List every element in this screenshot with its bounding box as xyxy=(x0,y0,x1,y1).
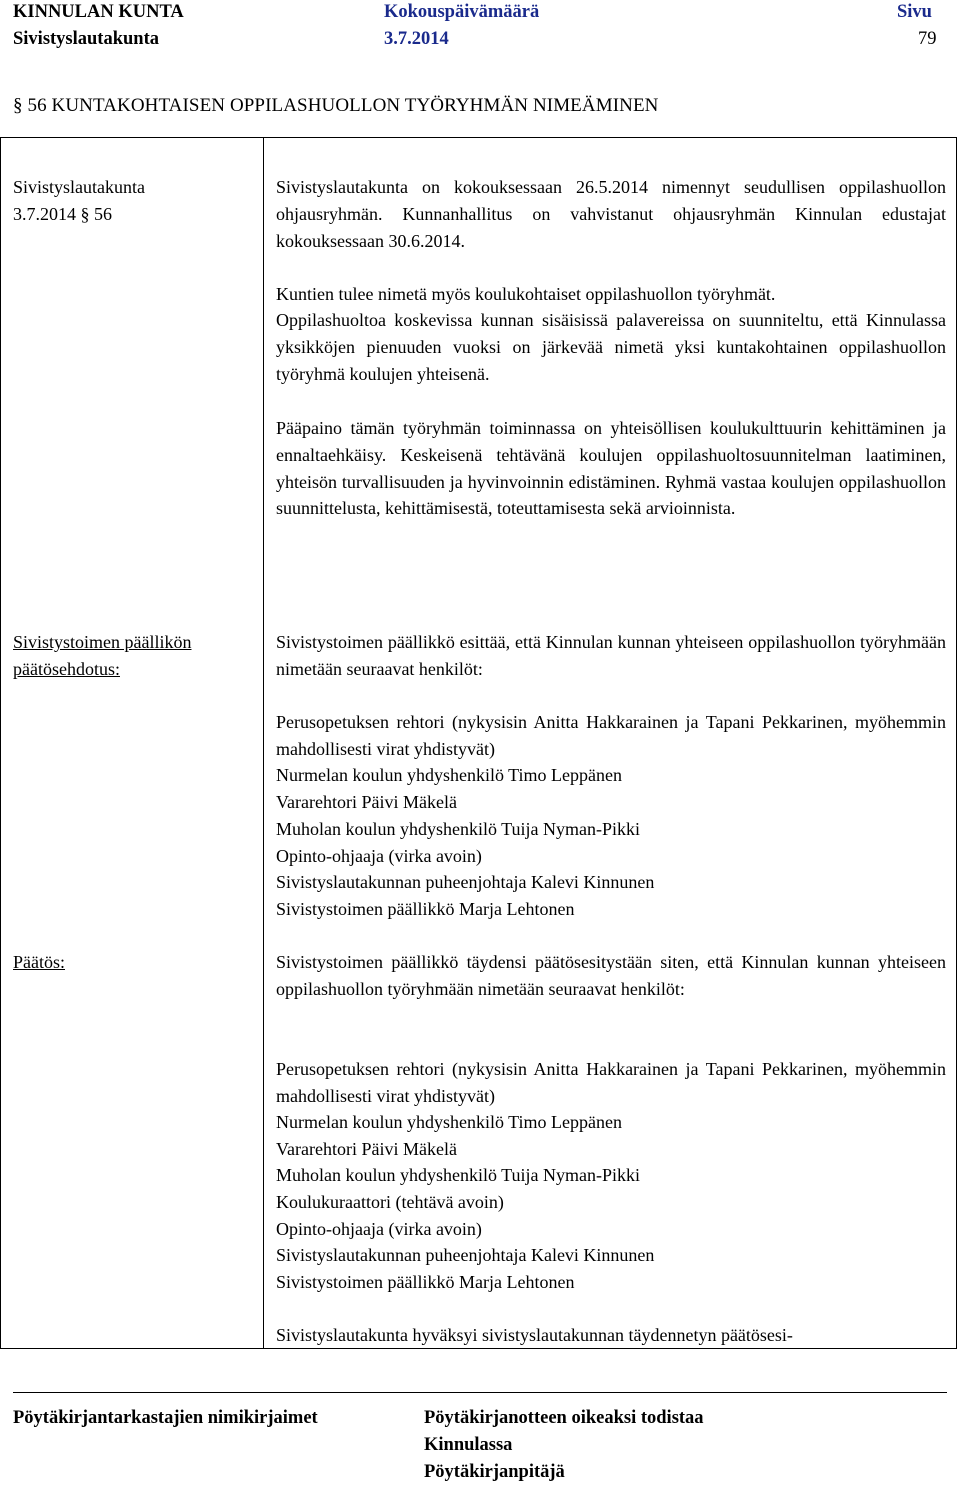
section-title xyxy=(13,95,658,117)
page-number: 79 xyxy=(918,29,937,49)
org-name: KINNULAN KUNTA xyxy=(13,2,184,22)
board-name: Sivistyslautakunta xyxy=(13,29,159,49)
proposal-member-2: Nurmelan koulun yhdyshenkilö Timo Leppänen xyxy=(276,765,622,785)
body-paragraph-3: Pääpaino tämän työryhmän toiminnassa on yhteisöllisen koulukulttuurin kehittäminen ja ennaltaehkäisy. Keskeisenä tehtävänä koulujen oppilashuoltosuunnitelman laatiminen, yhteisön turvallisuuden ja hyvinvoinnin edistäminen. Ryhmä vastaa koulujen oppilashuollon suunnittelusta, kehittämisestä, toteuttamisesta sekä arvioinnista. xyxy=(276,418,946,519)
body-paragraph-2: Oppilashuoltoa koskevissa kunnan sisäisissä palavereissa on suunniteltu, että Kinnulassa yksikköjen pienuuden vuoksi on järkevää nimetä yksi kuntakohtainen oppilashuollon työryhmä koulujen yhteisenä. xyxy=(276,310,946,384)
section-heading: KUNTAKOHTAISEN OPPILASHUOLLON TYÖRYHMÄN NIMEÄMINEN xyxy=(51,95,659,116)
section-mark: § xyxy=(13,95,23,116)
body-paragraph-2-line-1: Kuntien tulee nimetä myös koulukohtaiset oppilashuollon työryhmät. xyxy=(276,284,776,304)
footer-copy-line-3: Pöytäkirjanpitäjä xyxy=(424,1462,565,1482)
meeting-date: 3.7.2014 xyxy=(384,29,449,49)
decision-member-1: Perusopetuksen rehtori (nykysisin Anitta Hakkarainen ja Tapani Pekkarinen, myöhemmin mahdollisesti virat yhdistyvät) xyxy=(276,1059,946,1106)
proposal-member-3: Vararehtori Päivi Mäkelä xyxy=(276,792,457,812)
decision-label: Päätös: xyxy=(13,952,65,972)
decision-member-4: Muholan koulun yhdyshenkilö Tuija Nyman-Pikki xyxy=(276,1165,641,1185)
body-paragraph-1: Sivistyslautakunta on kokouksessaan 26.5.2014 nimennyt seudullisen oppilashuollon ohjausryhmän. Kunnanhallitus on vahvistanut ohjausryhmän Kinnulan edustajat kokouksessaan 30.6.2014. xyxy=(276,177,946,251)
proposal-member-4: Muholan koulun yhdyshenkilö Tuija Nyman-Pikki xyxy=(276,819,641,839)
proposal-member-6: Sivistyslautakunnan puheenjohtaja Kalevi Kinnunen xyxy=(276,872,655,892)
decision-member-2: Nurmelan koulun yhdyshenkilö Timo Leppänen xyxy=(276,1112,622,1132)
section-number: 56 xyxy=(27,95,47,116)
decision-member-3: Vararehtori Päivi Mäkelä xyxy=(276,1139,457,1159)
box-right-line xyxy=(956,137,957,1349)
ref-date-number xyxy=(13,201,112,228)
footer-signatures: Pöytäkirjantarkastajien nimikirjaimet xyxy=(13,1408,318,1428)
decision-member-5: Koulukuraattori (tehtävä avoin) xyxy=(276,1192,504,1212)
footer-copy-line-1: Pöytäkirjanotteen oikeaksi todistaa xyxy=(424,1408,704,1428)
box-top-line xyxy=(0,137,957,138)
proposal-member-5: Opinto-ohjaaja (virka avoin) xyxy=(276,846,482,866)
proposal-label-line-2: päätösehdotus: xyxy=(13,659,120,679)
proposal-member-7: Sivistystoimen päällikkö Marja Lehtonen xyxy=(276,899,575,919)
decision-final: Sivistyslautakunta hyväksyi sivistyslautakunnan täydennetyn päätösesi- xyxy=(276,1325,793,1345)
decision-member-8: Sivistystoimen päällikkö Marja Lehtonen xyxy=(276,1272,575,1292)
page-label: Sivu xyxy=(897,2,932,22)
footer-copy-line-2: Kinnulassa xyxy=(424,1435,513,1455)
ref-board: Sivistyslautakunta xyxy=(13,177,145,197)
box-left-line xyxy=(0,137,1,1349)
decision-member-6: Opinto-ohjaaja (virka avoin) xyxy=(276,1219,482,1239)
proposal-label-line-1: Sivistystoimen päällikön xyxy=(13,632,192,652)
ref-section-mark: § xyxy=(80,204,90,224)
proposal-member-1: Perusopetuksen rehtori (nykysisin Anitta Hakkarainen ja Tapani Pekkarinen, myöhemmin mahdollisesti virat yhdistyvät) xyxy=(276,712,946,759)
decision-member-7: Sivistyslautakunnan puheenjohtaja Kalevi Kinnunen xyxy=(276,1245,655,1265)
ref-number: 56 xyxy=(94,204,112,224)
footer-line xyxy=(13,1392,947,1393)
date-label: Kokouspäivämäärä xyxy=(384,2,540,22)
box-divider-line xyxy=(263,137,264,1349)
ref-date: 3.7.2014 xyxy=(13,204,76,224)
proposal-intro: Sivistystoimen päällikkö esittää, että Kinnulan kunnan yhteiseen oppilashuollon työryhmään nimetään seuraavat henkilöt: xyxy=(276,632,946,679)
decision-intro: Sivistystoimen päällikkö täydensi päätösesitystään siten, että Kinnulan kunnan yhteiseen oppilashuollon työryhmään nimetään seuraavat henkilöt: xyxy=(276,952,946,999)
